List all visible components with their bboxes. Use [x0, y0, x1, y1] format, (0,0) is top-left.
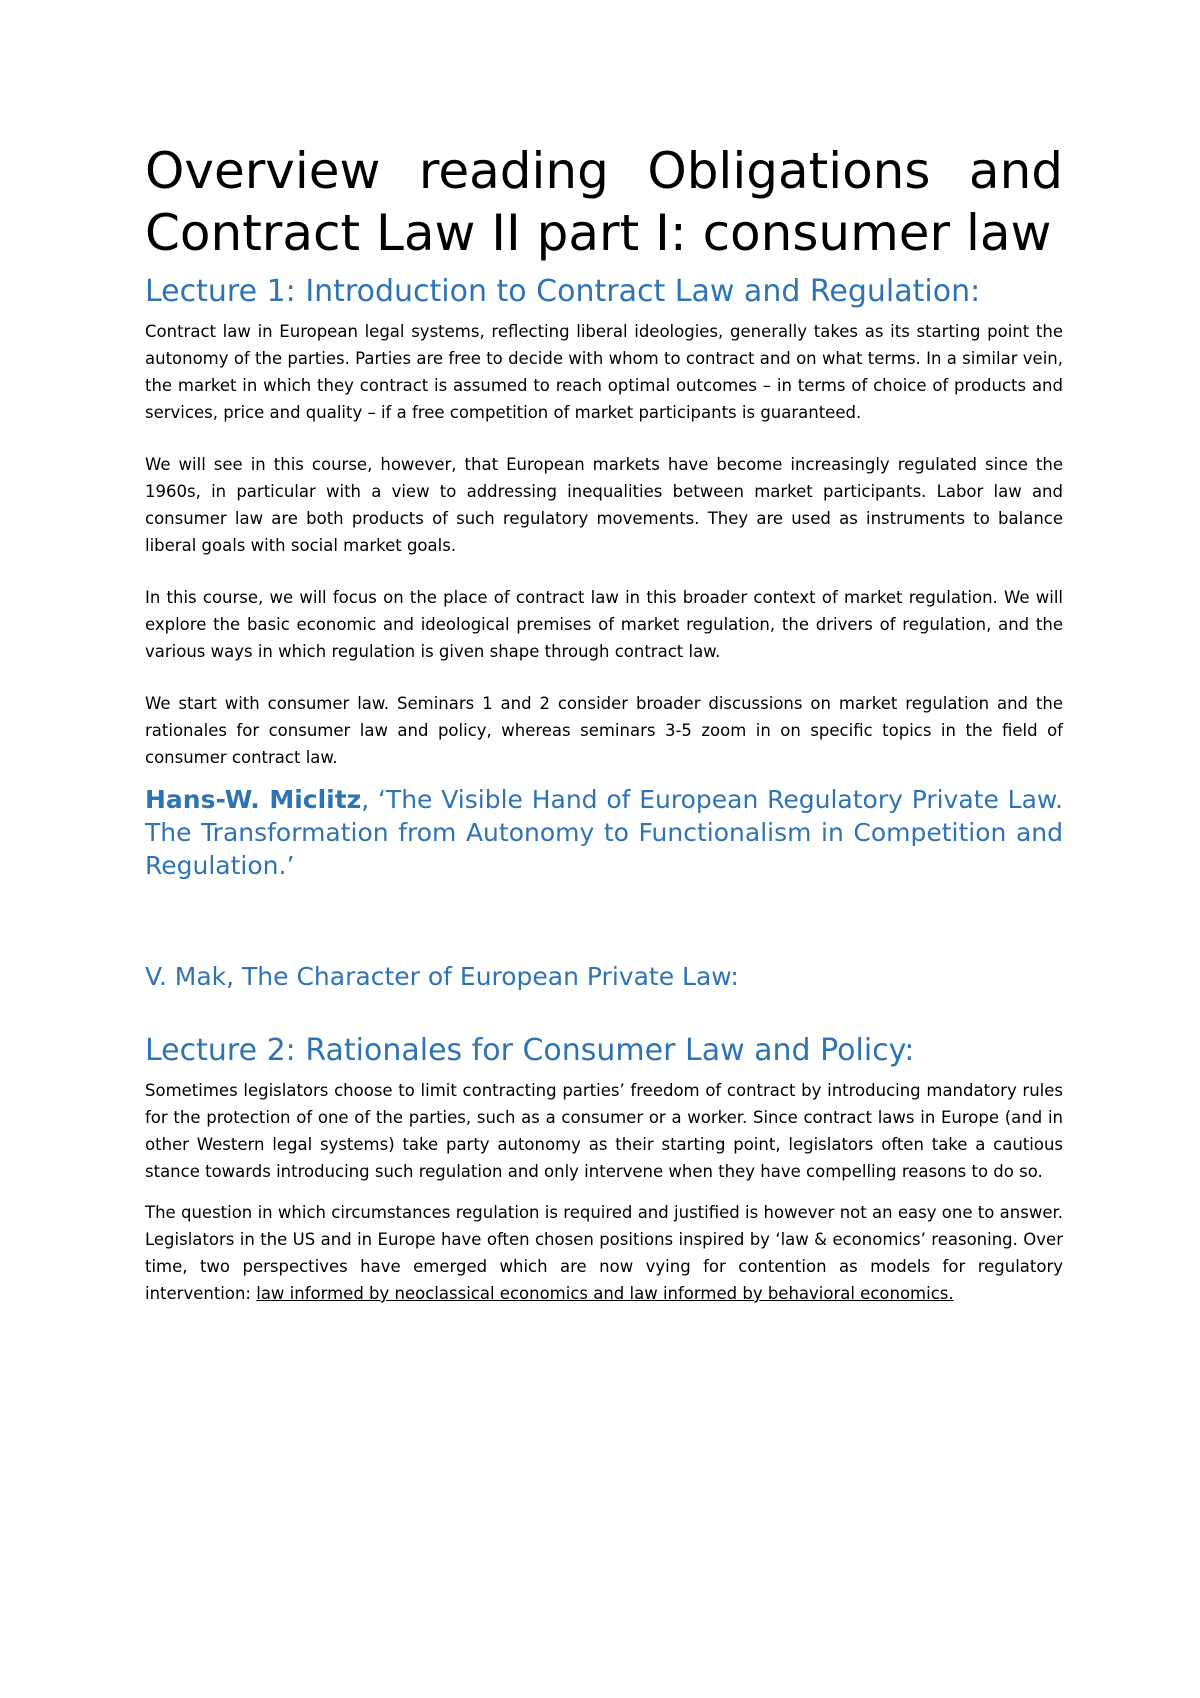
lecture-2-paragraph-2-text: The question in which circumstances regulation is required and justified is however not an easy one to answer. Legislators in the US and in Europe have often chosen positions inspired by ‘law & economics’ reasoning. Over time, two perspectives have emerged which are now vying for contention as models for regulatory intervention:: [145, 1203, 1063, 1303]
lecture-1-paragraph-4: We start with consumer law. Seminars 1 and 2 consider broader discussions on market regulation and the rationales for consumer law and policy, whereas seminars 3-5 zoom in on specific topics in the field of consumer contract law.: [145, 694, 1063, 767]
document-page: [145, 140, 1063, 1307]
lecture-2-heading: Lecture 2: Rationales for Consumer Law and Policy:: [145, 1033, 915, 1068]
document-title: Overview reading Obligations and Contract Law II part I: consumer law: [145, 142, 1063, 262]
reading-miclitz-heading: [145, 783, 1063, 882]
lecture-1-heading: Lecture 1: Introduction to Contract Law and Regulation:: [145, 274, 981, 309]
reading-miclitz-author: Hans-W. Miclitz: [145, 785, 362, 814]
reading-mak-heading: V. Mak, The Character of European Private Law:: [145, 962, 739, 991]
lecture-2-paragraph-2-underlined: law informed by neoclassical economics and law informed by behavioral economics.: [256, 1284, 954, 1303]
lecture-2-paragraph-1: Sometimes legislators choose to limit contracting parties’ freedom of contract by introducing mandatory rules for the protection of one of the parties, such as a consumer or a worker. Since contract laws in Europe (and in other Western legal systems) take party autonomy as their starting point, legislators often take a cautious stance towards introducing such regulation and only intervene when they have compelling reasons to do so.: [145, 1081, 1063, 1181]
lecture-2-paragraph-2: [145, 1199, 1063, 1307]
lecture-1-paragraph-2: We will see in this course, however, that European markets have become increasingly regulated since the 1960s, in particular with a view to addressing inequalities between market participants. Labor law and consumer law are both products of such regulatory movements. They are used as instruments to balance liberal goals with social market goals.: [145, 455, 1063, 555]
lecture-1-paragraph-1: Contract law in European legal systems, reflecting liberal ideologies, generally takes as its starting point the autonomy of the parties. Parties are free to decide with whom to contract and on what terms. In a similar vein, the market in which they contract is assumed to reach optimal outcomes – in terms of choice of products and services, price and quality – if a free competition of market participants is guaranteed.: [145, 322, 1063, 422]
lecture-1-paragraph-3: In this course, we will focus on the place of contract law in this broader context of market regulation. We will explore the basic economic and ideological premises of market regulation, the drivers of regulation, and the various ways in which regulation is given shape through contract law.: [145, 588, 1063, 661]
reading-miclitz-title: , ‘The Visible Hand of European Regulatory Private Law. The Transformation from Autonomy to Functionalism in Competition and Regulation.’: [145, 785, 1064, 880]
